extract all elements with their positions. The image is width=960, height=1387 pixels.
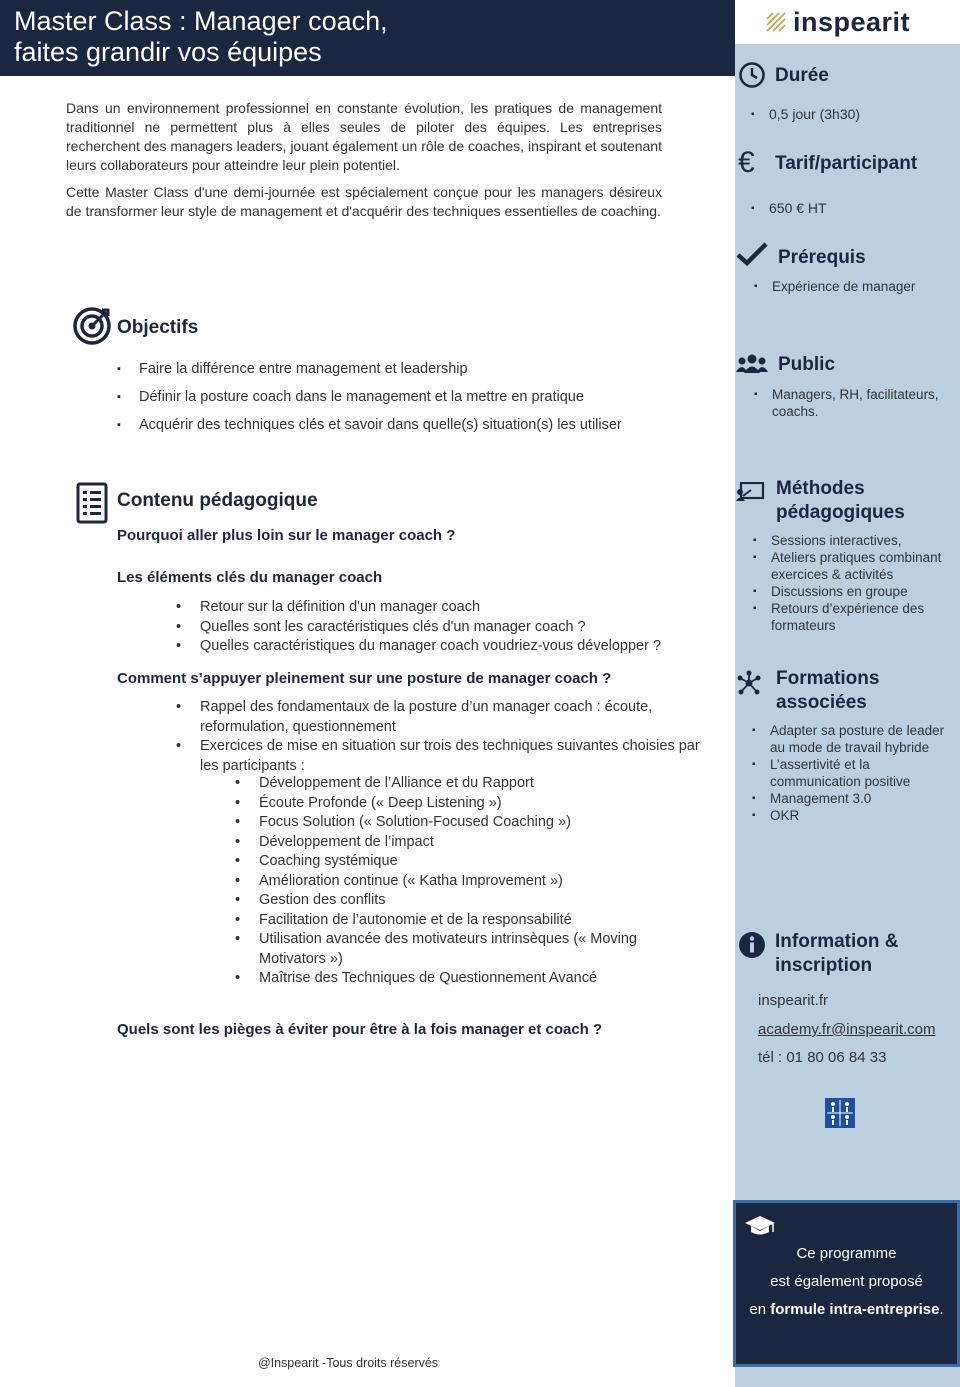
- contenu-heading-2: Les éléments clés du manager coach: [117, 569, 383, 586]
- teaching-board-icon: [735, 482, 765, 502]
- list-item: ▪ Acquérir des techniques clés et savoir dans quelle(s) situation(s) les utiliser: [117, 416, 717, 434]
- list-item: • Exercices de mise en situation sur trois des techniques suivantes choisies par les participants :: [174, 737, 704, 776]
- prerequis-value: ▪ Expérience de manager: [754, 278, 954, 295]
- list-item: ▪ Adapter sa posture de leader au mode de travail hybride: [752, 722, 958, 756]
- list-item: ▪ Définir la posture coach dans le management et la mettre en pratique: [117, 388, 717, 406]
- list-item: • Amélioration continue (« Katha Improvement »): [233, 872, 693, 892]
- formations-title-line-2: associées: [776, 692, 867, 713]
- title-line-2: faites grandir vos équipes: [14, 37, 322, 67]
- intra-line-3-bold: formule intra-entreprise: [770, 1301, 940, 1318]
- tarif-title: Tarif/participant: [775, 153, 918, 174]
- info-title-line-2: inscription: [775, 955, 873, 976]
- logo: [765, 4, 910, 40]
- posture-list: [174, 698, 704, 776]
- network-icon: [736, 670, 762, 696]
- contenu-question-4: Quels sont les pièges à éviter pour être à la fois manager et coach ?: [117, 1021, 603, 1038]
- list-item: • Maîtrise des Techniques de Questionnement Avancé: [233, 969, 693, 989]
- intra-line-1: Ce programme: [796, 1245, 897, 1262]
- list-item: ▪ Retours d’expérience des formateurs: [753, 600, 957, 634]
- list-item: • Développement de l’impact: [233, 833, 693, 853]
- list-item: • Facilitation de l’autonomie et de la responsabilité: [233, 911, 693, 931]
- duree-title: Durée: [775, 65, 829, 86]
- list-item: • Écoute Profonde (« Deep Listening »): [233, 794, 693, 814]
- intra-line-3: [736, 1296, 957, 1324]
- phone-number: tél : 01 80 06 84 33: [758, 1049, 887, 1066]
- list-item: • Rappel des fondamentaux de la posture d’un manager coach : écoute, reformulation, questionnement: [174, 698, 704, 737]
- public-value: ▪ Managers, RH, facilitateurs, coachs.: [754, 386, 950, 420]
- intro-text: [66, 99, 662, 221]
- prerequis-list: [754, 278, 954, 295]
- target-icon: [72, 306, 112, 346]
- intro-paragraph-2: Cette Master Class d'une demi-journée est spécialement conçue pour les managers désireux de transformer leur style de management et d'acquérir des techniques essentielles de coaching.: [66, 184, 662, 219]
- elements-cles-list: [174, 598, 714, 657]
- intro-paragraph-1: Dans un environnement professionnel en constante évolution, les pratiques de management traditionnel ne permettent plus à elles seules de piloter des équipes. Les entreprises recherchent des managers leaders, jouant également un rôle de coaches, inspirant et soutenant leurs collaborateurs pour atteindre leur plein potentiel.: [66, 100, 662, 173]
- public-list: [754, 386, 950, 420]
- list-item: • Utilisation avancée des motivateurs intrinsèques (« Moving Motivators »): [233, 930, 693, 969]
- users-icon: [736, 354, 768, 374]
- page-title: [14, 6, 388, 68]
- techniques-list: [233, 774, 693, 989]
- accessibility-icon: [825, 1098, 855, 1128]
- formations-title: [776, 667, 879, 715]
- methodes-title: [776, 477, 905, 525]
- formations-list: [752, 722, 958, 824]
- list-item: • Coaching systémique: [233, 852, 693, 872]
- list-item: • Quelles caractéristiques du manager coach voudriez-vous développer ?: [174, 637, 714, 657]
- intra-entreprise-box: [733, 1200, 960, 1367]
- website-link[interactable]: inspearit.fr: [758, 992, 829, 1009]
- list-item: ▪ Ateliers pratiques combinant exercices & activités: [753, 549, 957, 583]
- objectifs-list: [117, 360, 717, 444]
- list-item: ▪ L’assertivité et la communication positive: [752, 756, 958, 790]
- contenu-heading-3: Comment s’appuyer pleinement sur une posture de manager coach ?: [117, 670, 612, 687]
- list-item: ▪ Faire la différence entre management et leadership: [117, 360, 717, 378]
- list-item: • Développement de l’Alliance et du Rapport: [233, 774, 693, 794]
- methodes-title-line-1: Méthodes: [776, 478, 865, 499]
- tarif-value: ▪ 650 € HT: [751, 200, 951, 217]
- intra-line-3-suffix: .: [939, 1301, 944, 1318]
- checkmark-icon: [736, 241, 768, 267]
- list-item: • Quelles sont les caractéristiques clés d'un manager coach ?: [174, 618, 714, 638]
- email-link[interactable]: academy.fr@inspearit.com: [758, 1021, 936, 1038]
- prerequis-title: Prérequis: [778, 247, 866, 268]
- intra-line-2: est également proposé: [770, 1273, 923, 1290]
- formations-title-line-1: Formations: [776, 668, 880, 689]
- duree-value: ▪ 0,5 jour (3h30): [751, 106, 951, 123]
- list-item: ▪ Sessions interactives,: [753, 532, 957, 549]
- methodes-list: [753, 532, 957, 634]
- euro-icon: €: [738, 146, 755, 179]
- list-item: • Gestion des conflits: [233, 891, 693, 911]
- tarif-list: [751, 200, 951, 217]
- logo-mark-icon: [765, 11, 787, 33]
- list-item: ▪ Discussions en groupe: [753, 583, 957, 600]
- duree-list: [751, 106, 951, 123]
- contenu-question-1: Pourquoi aller plus loin sur le manager coach ?: [117, 527, 456, 544]
- list-item: • Focus Solution (« Solution-Focused Coaching »): [233, 813, 693, 833]
- contenu-title: Contenu pédagogique: [117, 490, 318, 511]
- checklist-icon: [76, 482, 108, 524]
- info-icon: [738, 931, 766, 959]
- methodes-title-line-2: pédagogiques: [776, 502, 905, 523]
- list-item: ▪ Management 3.0: [752, 790, 958, 807]
- intra-line-3-prefix: en: [749, 1301, 771, 1318]
- objectifs-title: Objectifs: [117, 317, 199, 338]
- title-line-1: Master Class : Manager coach,: [14, 6, 388, 36]
- info-title: [775, 930, 899, 978]
- list-item: • Retour sur la définition d'un manager coach: [174, 598, 714, 618]
- logo-text: inspearit: [793, 6, 911, 37]
- public-title: Public: [778, 354, 836, 375]
- info-title-line-1: Information &: [775, 931, 899, 952]
- graduation-cap-icon: [744, 1215, 776, 1237]
- title-bar: [0, 0, 735, 76]
- footer-copyright: @Inspearit -Tous droits réservés: [257, 1356, 439, 1370]
- list-item: ▪ OKR: [752, 807, 958, 824]
- clock-icon: [738, 61, 766, 89]
